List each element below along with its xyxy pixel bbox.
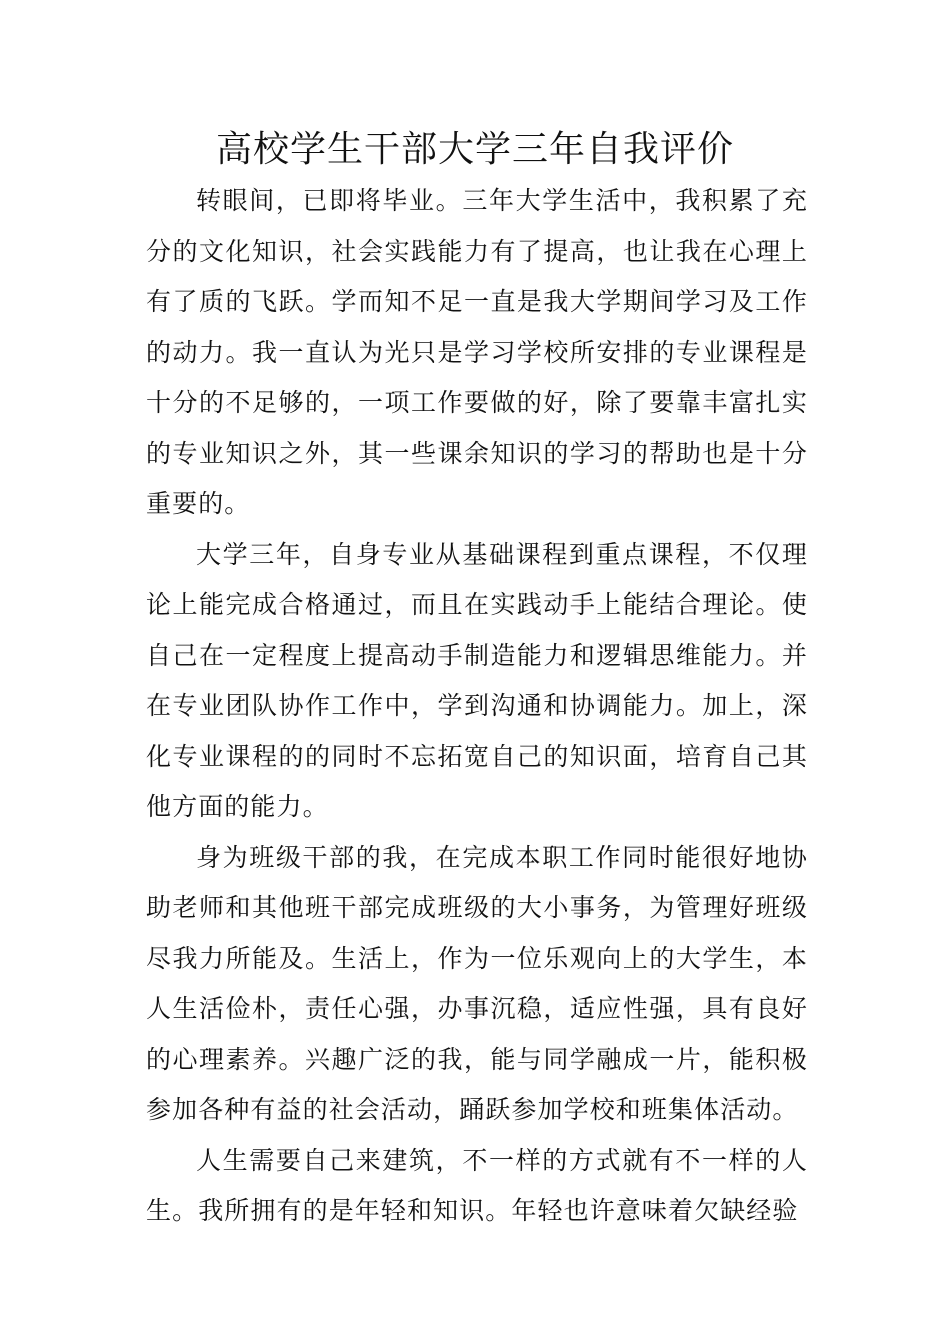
paragraph-2: 大学三年，自身专业从基础课程到重点课程，不仅理论上能完成合格通过，而且在实践动手上能结合理论。使自己在一定程度上提高动手制造能力和逻辑思维能力。并在专业团队协作工作中，学到沟通和协调能力。加上，深化专业课程的的同时不忘拓宽自己的知识面，培育自己其他方面的能力。 <box>146 539 808 821</box>
paragraph-1: 转眼间，已即将毕业。三年大学生活中，我积累了充分的文化知识，社会实践能力有了提高，也让我在心理上有了质的飞跃。学而知不足一直是我大学期间学习及工作的动力。我一直认为光只是学习学校所安排的专业课程是十分的不足够的，一项工作要做的好，除了要靠丰富扎实的专业知识之外，其一些课余知识的学习的帮助也是十分重要的。 <box>146 186 808 518</box>
paragraph-3: 身为班级干部的我，在完成本职工作同时能很好地协助老师和其他班干部完成班级的大小事务，为管理好班级尽我力所能及。生活上，作为一位乐观向上的大学生，本人生活俭朴，责任心强，办事沉稳，适应性强，具有良好的心理素养。兴趣广泛的我，能与同学融成一片，能积极参加各种有益的社会活动，踊跃参加学校和班集体活动。 <box>146 842 808 1124</box>
document-title: 高校学生干部大学三年自我评价 <box>215 129 734 170</box>
paragraph-4: 人生需要自己来建筑，不一样的方式就有不一样的人生。我所拥有的是年轻和知识。年轻也许意味着欠缺经验 <box>146 1145 808 1225</box>
document-body <box>146 176 808 1237</box>
